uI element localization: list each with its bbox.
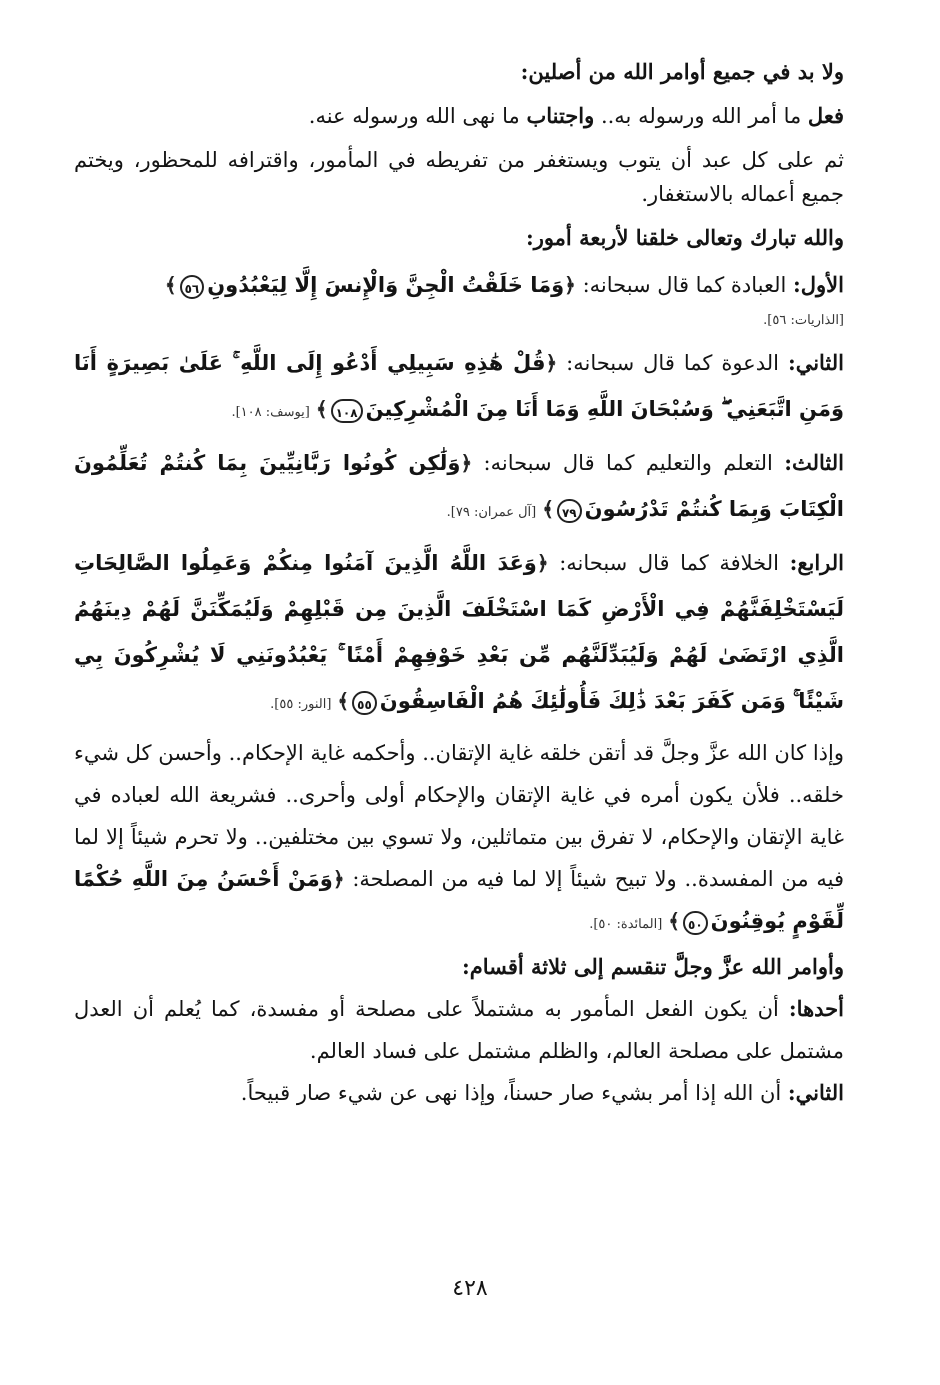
principle-avoid-text: ما نهى الله ورسوله عنه. [308, 104, 527, 128]
quran-verse: وَمَنْ أَحْسَنُ مِنَ اللَّهِ حُكْمًا لِّقَوْمٍ يُوقِنُونَ [74, 867, 844, 933]
division-second-label: الثاني: [787, 1080, 844, 1105]
ayah-number-badge: ١٠٨ [331, 399, 363, 423]
purpose-fourth [74, 540, 844, 728]
quran-bracket-open: ﴿ [536, 551, 549, 575]
quran-verse: قُلْ هَٰذِهِ سَبِيلِي أَدْعُو إِلَى اللَّهِ ۚ عَلَىٰ بَصِيرَةٍ أَنَا وَمَنِ اتَّبَعَنِي ۖ وَسُبْحَانَ اللَّهِ وَمَا أَنَا مِنَ الْمُشْرِكِينَ [74, 351, 844, 421]
repentance-paragraph: ثم على كل عبد أن يتوب ويستغفر من تفريطه في المأمور، واقترافه للمحظور، ويختم جميع أعماله بالاستغفار. [74, 148, 844, 206]
quran-verse: وَعَدَ اللَّهُ الَّذِينَ آمَنُوا مِنكُمْ وَعَمِلُوا الصَّالِحَاتِ لَيَسْتَخْلِفَنَّهُمْ فِي الْأَرْضِ كَمَا اسْتَخْلَفَ الَّذِينَ مِن قَبْلِهِمْ وَلَيُمَكِّنَنَّ لَهُمْ دِينَهُمُ الَّذِي ارْتَضَىٰ لَهُمْ وَلَيُبَدِّلَنَّهُم مِّن بَعْدِ خَوْفِهِمْ أَمْنًا ۚ يَعْبُدُونَنِي لَا يُشْرِكُونَ بِي شَيْئًا ۚ وَمَن كَفَرَ بَعْدَ ذَٰلِكَ فَأُولَٰئِكَ هُمُ الْفَاسِقُونَ [74, 551, 844, 713]
division-second [74, 1072, 844, 1114]
quran-bracket-close: ﴾ [164, 273, 177, 297]
two-principles-line [74, 94, 844, 138]
ayah-number-badge: ٥٦ [180, 275, 205, 299]
quran-bracket-open: ﴿ [545, 351, 558, 375]
quran-bracket-open: ﴿ [460, 451, 473, 475]
purpose-second [74, 340, 844, 436]
division-first-label: أحدها: [788, 996, 844, 1021]
division-first [74, 988, 844, 1072]
quran-verse: وَلَٰكِن كُونُوا رَبَّانِيِّينَ بِمَا كُنتُمْ تُعَلِّمُونَ الْكِتَابَ وَبِمَا كُنتُمْ تَدْرُسُونَ [74, 451, 844, 521]
quran-verse: وَمَا خَلَقْتُ الْجِنَّ وَالْإِنسَ إِلَّا لِيَعْبُدُونِ [207, 273, 565, 297]
ayah-number-badge: ٥٥ [352, 691, 377, 715]
perfection-paragraph [74, 732, 844, 946]
intro-heading: ولا بد في جميع أوامر الله من أصلين: [520, 59, 844, 84]
purpose-third-text: التعلم والتعليم كما قال سبحانه: [472, 451, 785, 475]
ayah-number-badge: ٧٩ [557, 499, 582, 523]
verse-citation: [النور: ٥٥]. [270, 697, 332, 712]
four-purposes-heading: والله تبارك وتعالى خلقنا لأربعة أمور: [525, 225, 844, 250]
verse-citation: [آل عمران: ٧٩]. [446, 505, 537, 520]
divisions-heading: وأوامر الله عزَّ وجلَّ تنقسم إلى ثلاثة أقسام: [461, 954, 844, 979]
page-number: ٤٢٨ [452, 1276, 488, 1301]
purpose-first [74, 262, 844, 332]
purpose-first-label: الأول: [793, 272, 844, 297]
page-body [74, 50, 844, 1114]
purpose-first-text: العبادة كما قال سبحانه: [575, 273, 794, 297]
purpose-second-label: الثاني: [787, 350, 845, 375]
purpose-second-text: الدعوة كما قال سبحانه: [557, 351, 788, 375]
verse-citation: [المائدة: ٥٠]. [589, 917, 663, 932]
ayah-number-badge: ٥٠ [683, 911, 708, 935]
verse-citation: [الذاريات: ٥٦]. [763, 313, 844, 328]
principle-do-label: فعل [807, 103, 844, 128]
purpose-third [74, 440, 844, 536]
purpose-third-label: الثالث: [784, 450, 844, 475]
purpose-fourth-label: الرابع: [789, 550, 844, 575]
quran-bracket-close: ﴾ [315, 397, 328, 421]
purpose-fourth-text: الخلافة كما قال سبحانه: [548, 551, 790, 575]
principle-avoid-label: واجتناب [526, 103, 595, 128]
quran-bracket-close: ﴾ [542, 497, 554, 521]
quran-bracket-close: ﴾ [668, 909, 680, 933]
quran-bracket-open: ﴿ [332, 867, 345, 891]
division-first-text: أن يكون الفعل المأمور به مشتملاً على مصلحة أو مفسدة، كما يُعلم أن العدل مشتمل على مصلحة العالم، والظلم مشتمل على فساد العالم. [74, 997, 844, 1063]
verse-citation: [يوسف: ١٠٨]. [231, 405, 310, 420]
quran-bracket-close: ﴾ [337, 689, 350, 713]
division-second-text: أن الله إذا أمر بشيء صار حسناً، وإذا نهى عن شيء صار قبيحاً. [240, 1081, 788, 1105]
perfection-text: وإذا كان الله عزَّ وجلَّ قد أتقن خلقه غاية الإتقان.. وأحكمه غاية الإحكام.. وأحسن كل شيء خلقه.. فلأن يكون أمره في غاية الإتقان والإحكام أولى وأحرى.. فشريعة الله لعباده في غاية الإتقان والإحكام، لا تفرق بين متماثلين، ولا تسوي بين مختلفين.. ولا تحرم شيئاً إلا لما فيه من المفسدة.. ولا تبيح شيئاً إلا لما فيه من المصلحة: [74, 741, 844, 891]
quran-bracket-open: ﴿ [564, 273, 576, 297]
principle-do-text: ما أمر الله ورسوله به.. [594, 104, 808, 128]
